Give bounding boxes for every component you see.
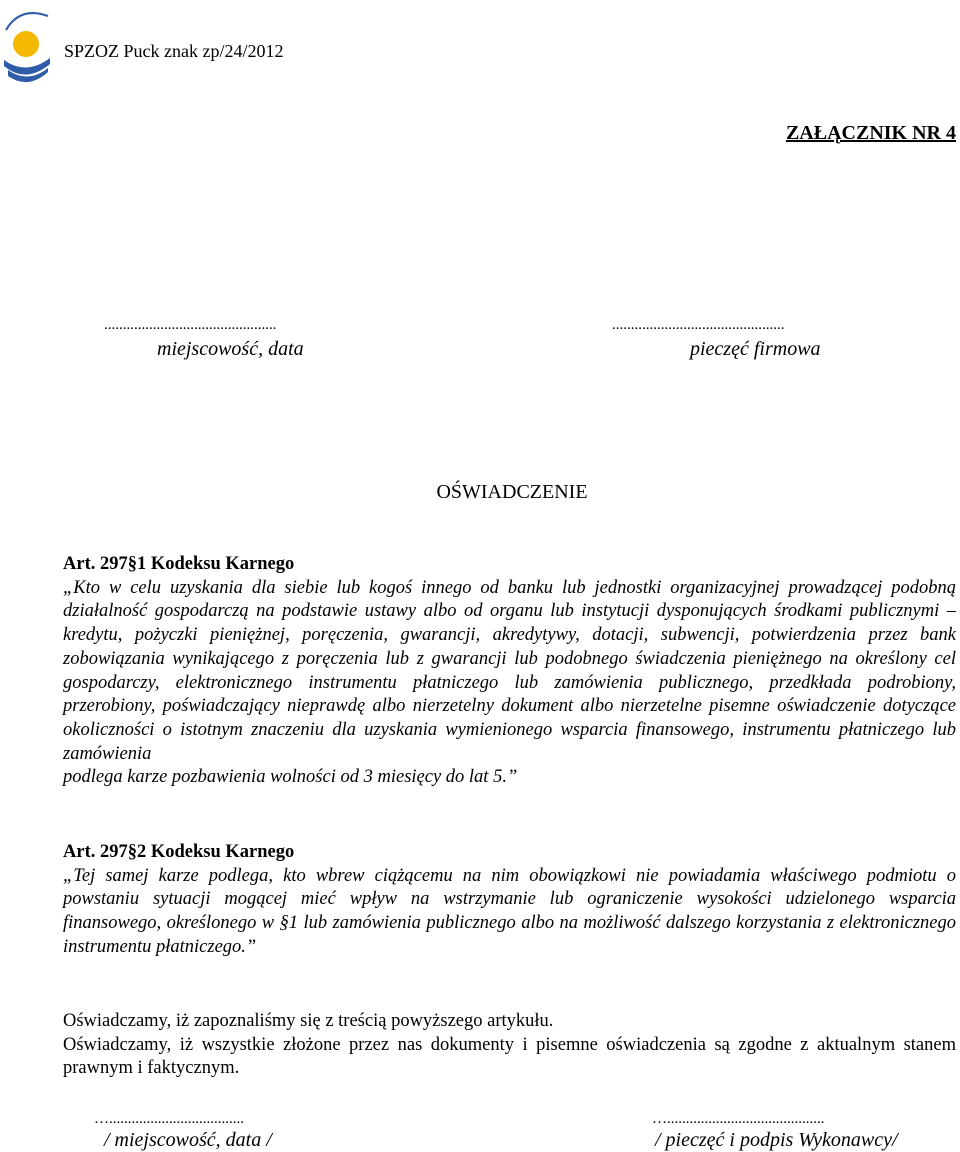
article-1-penalty: podlega karze pozbawienia wolności od 3 miesięcy do lat 5.” [63, 767, 518, 788]
article-2 [63, 841, 956, 960]
company-stamp-dots: .............................................. [612, 317, 785, 333]
article-1 [63, 553, 956, 790]
article-1-title: Art. 297§1 Kodeksu Karnego [63, 554, 295, 574]
heading-text: OŚWIADCZENIE [436, 481, 588, 503]
article-2-title: Art. 297§2 Kodeksu Karnego [63, 842, 295, 862]
company-stamp-caption: pieczęć firmowa [690, 338, 821, 360]
signature-place-date-dots: ….................................... [94, 1111, 244, 1127]
place-date-caption: miejscowość, data [157, 338, 304, 360]
document-reference: SPZOZ Puck znak zp/24/2012 [64, 41, 284, 61]
document-heading [0, 480, 960, 504]
annex-title: ZAŁĄCZNIK NR 4 [785, 122, 956, 144]
signature-place-date-caption: / miejscowość, data / [104, 1129, 272, 1151]
place-date-dots: .............................................. [104, 317, 277, 333]
signature-stamp-caption: / pieczęć i podpis Wykonawcy/ [655, 1129, 898, 1151]
declaration-line-2: Oświadczamy, iż wszystkie złożone przez nas dokumenty i pisemne oświadczenia są zgodne z aktualnym stanem prawnym i faktycznym. [63, 1034, 956, 1079]
declaration [63, 1010, 956, 1081]
signature-stamp-dots: ….......................................... [652, 1111, 825, 1127]
article-1-text: „Kto w celu uzyskania dla siebie lub kogoś innego od banku lub jednostki organizacyjnej prowadzącej podobną działalność gospodarczą na podstawie ustawy albo od organu lub instytucji dysponujących środkami publicznymi – kredytu, pożyczki pieniężnej, poręczenia, gwarancji, akredytywy, dotacji, subwencji, potwierdzenia przez bank zobowiązania wynikającego z poręczenia lub z gwarancji lub podobnego świadczenia pieniężnego na określony cel gospodarczy, elektronicznego instrumentu płatniczego lub zamówienia publicznego, przedkłada podrobiony, przerobiony, poświadczający nieprawdę albo nierzetelny dokument albo nierzetelne pisemne oświadczenie dotyczące okoliczności o istotnym znaczeniu dla uzyskania wymienionego wsparcia finansowego, instrumentu płatniczego lub zamówienia [63, 577, 956, 764]
declaration-line-1: Oświadczamy, iż zapoznaliśmy się z treścią powyższego artykułu. [63, 1011, 554, 1031]
article-2-text: „Tej samej karze podlega, kto wbrew ciążącemu na nim obowiązkowi nie powiadamia właściwego podmiotu o powstaniu sytuacji mogącej mieć wpływ na wstrzymanie lub ograniczenie wysokości udzielonego wsparcia finansowego, określonego w §1 lub zamówienia publicznego albo na możliwość dalszego korzystania z elektronicznego instrumentu płatniczego.” [63, 865, 956, 957]
sun-logo-icon [0, 0, 56, 94]
hospital-logo [0, 0, 56, 94]
